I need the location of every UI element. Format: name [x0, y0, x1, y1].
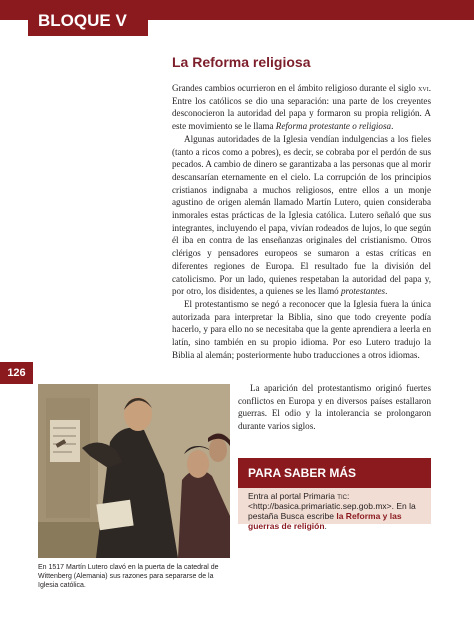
term-protestantes: protestantes	[340, 286, 386, 297]
tic-label: tic	[337, 491, 347, 501]
paragraph-4: La aparición del protestantismo originó fuertes conflictos en Europa y en diversos países estallaron guerras. El odio y la intolerancia se prolongaron durante varios siglos.	[238, 383, 431, 432]
paragraph-3: El protestantismo se negó a reconocer que la Iglesia fuera la única autorizada para interpretar la Biblia, sino que todo creyente podía hacerlo, y para ello no se necesitaba que la gente aprendiera a leerla en latín, sino también en su propio idioma. Por eso Lutero tradujo la Biblia al alemán; posteriormente hubo traducciones a otros idiomas.	[172, 298, 431, 360]
portal-link[interactable]: : <http://basica.primariatic.sep.gob.mx>. En la pestaña Busca escribe	[248, 491, 416, 521]
painting-illustration	[38, 384, 230, 558]
luther-painting	[38, 384, 230, 558]
paragraph-1: Grandes cambios ocurrieron en el ámbito religioso durante el siglo xvi. Entre los católicos se dio una separación: una parte de los creyentes desconocieron la autoridad del papa y formaron su propia religión. A este movimiento se le llama Reforma protestante o religiosa.	[172, 83, 431, 132]
para-saber-mas-header: PARA SABER MÁS	[238, 458, 431, 488]
paragraph-2: Algunas autoridades de la Iglesia vendían indulgencias a los fieles (tanto a ricos como a pobres), es decir, se cobraba por el perdón de sus pecados. A cambio de dinero se garantizaba a las personas que al morir descansarían eternamente en el cielo. La corrupción de los principios cristianos indignaba a muchos religiosos, entre ellos a un monje agustino de origen alemán llamado Martín Lutero, quien consideraba inmorales estas prácticas de la Iglesia católica. Lutero señaló que sus integrantes, incluyendo el papa, vivían rodeados de lujos, lo que según él iba en contra de las enseñanzas originales del cristianismo. Otros clérigos y pensadores europeos se sumaron a estas críticas en diferentes regiones de Europa. El resultado fue la división del catolicismo. Por un lado, quienes respetaban la autoridad del papa y, por otro, los disidentes, a quienes se les llamó protestantes.	[172, 133, 431, 297]
section-title: La Reforma religiosa	[172, 54, 311, 70]
bloque-label: BLOQUE V	[28, 6, 148, 36]
term-reforma: Reforma protestante o religiosa	[275, 121, 392, 132]
para-saber-mas-box: Entra al portal Primaria tic: <http://basica.primariatic.sep.gob.mx>. En la pestaña Busca escribe la Reforma y las guerras de religión.	[238, 488, 431, 524]
century-numeral: xvi	[418, 83, 429, 93]
page-number: 126	[0, 362, 33, 384]
search-term-highlight: la Reforma y las guerras de religión	[248, 511, 402, 531]
figure-caption: En 1517 Martín Lutero clavó en la puerta de la catedral de Wittenberg (Alemania) sus razones para separarse de la Iglesia católica.	[38, 564, 219, 589]
main-text	[172, 82, 431, 361]
